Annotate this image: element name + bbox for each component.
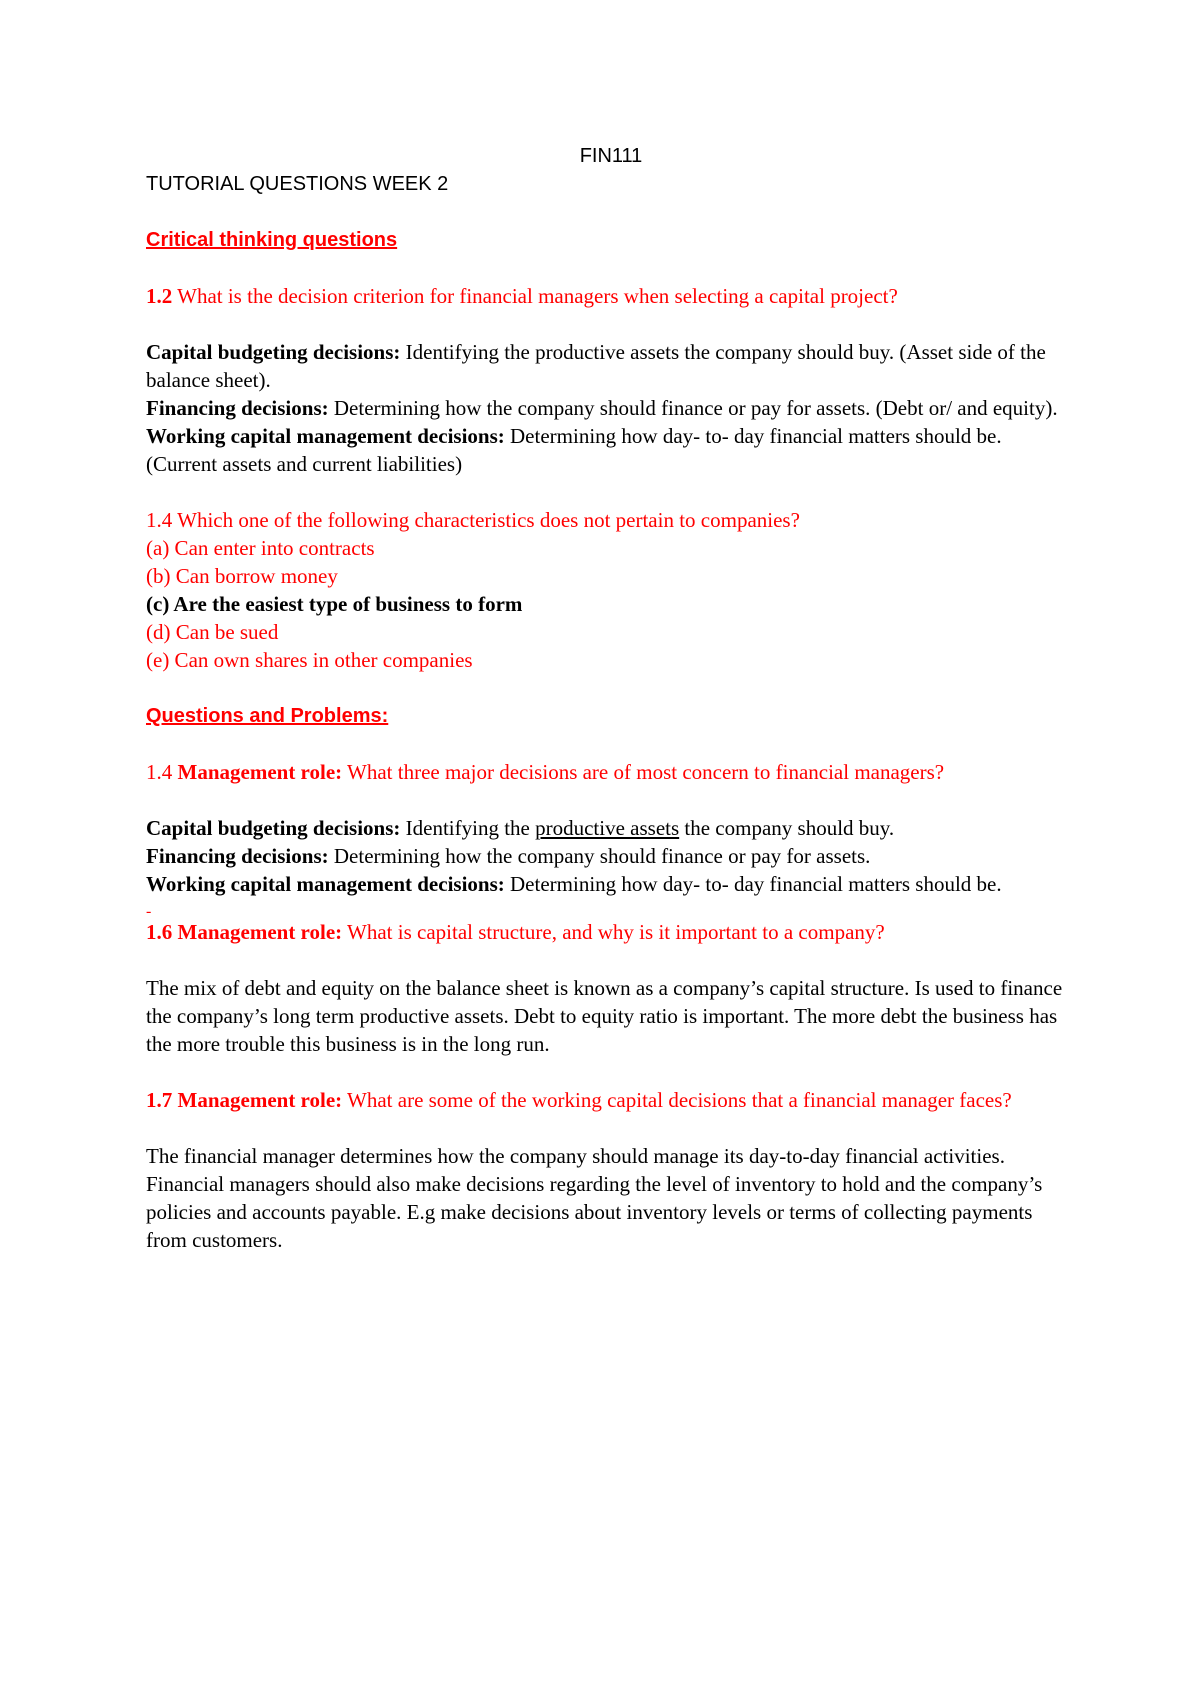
- spacer: [146, 946, 1076, 974]
- document-content: [146, 142, 1076, 1254]
- spacer: [146, 254, 1076, 282]
- answer-text: Determining how day- to- day financial matters should be.: [504, 872, 1002, 896]
- spacer: [146, 786, 1076, 814]
- answer-label: Working capital management decisions:: [146, 872, 505, 896]
- answer-label: Capital budgeting decisions:: [146, 816, 401, 840]
- question-label: Management role:: [177, 920, 343, 944]
- spacer: [146, 198, 1076, 226]
- answer-capital-budgeting-2: [146, 814, 1076, 842]
- answer-capital-structure: The mix of debt and equity on the balance sheet is known as a company’s capital structure. Is used to finance the company’s long term productive assets. Debt to equity ratio is important. The more debt the business has the more trouble this business is in the long run.: [146, 976, 1063, 1056]
- dash-mark: -: [146, 903, 152, 920]
- question-text: What three major decisions are of most concern to financial managers?: [342, 760, 945, 784]
- answer-label: Financing decisions:: [146, 396, 329, 420]
- answer-financing: [146, 394, 1076, 422]
- question-1-7: [146, 1086, 1076, 1114]
- question-text: What is capital structure, and why is it important to a company?: [342, 920, 885, 944]
- option-e: (e) Can own shares in other companies: [146, 648, 473, 672]
- underlined-term: productive assets: [535, 816, 680, 840]
- question-label: Management role:: [177, 1088, 343, 1112]
- option-c-answer: (c) Are the easiest type of business to form: [146, 592, 523, 616]
- question-1-4-management: [146, 758, 1076, 786]
- spacer: [146, 1058, 1076, 1086]
- question-number: 1.4: [146, 760, 178, 784]
- question-text: What are some of the working capital decisions that a financial manager faces?: [342, 1088, 1012, 1112]
- answer-text: the company should buy.: [679, 816, 895, 840]
- spacer: [146, 674, 1076, 702]
- answer-financing-2: [146, 842, 1076, 870]
- question-1-2: [146, 282, 1076, 310]
- answer-capital-budgeting: [146, 338, 1076, 394]
- spacer: [146, 478, 1076, 506]
- answer-text: Determining how the company should finance or pay for assets.: [328, 844, 871, 868]
- option-d: (d) Can be sued: [146, 620, 279, 644]
- option-a: (a) Can enter into contracts: [146, 536, 375, 560]
- spacer: [146, 730, 1076, 758]
- question-number: 1.2: [146, 284, 173, 308]
- answer-label: Working capital management decisions:: [146, 424, 505, 448]
- spacer: [146, 310, 1076, 338]
- answer-working-capital: [146, 422, 1076, 478]
- answer-text: Identifying the productive assets the company should buy. (Asset side of the balance sheet).: [146, 340, 1046, 392]
- answer-text: Determining how day- to- day financial matters should be. (Current assets and current liabilities): [146, 424, 1002, 476]
- course-code: FIN111: [579, 145, 643, 167]
- section-heading-questions-problems: Questions and Problems:: [146, 705, 389, 727]
- question-1-4-characteristics: 1.4 Which one of the following characteristics does not pertain to companies?: [146, 508, 800, 532]
- question-text: What is the decision criterion for financial managers when selecting a capital project?: [172, 284, 898, 308]
- answer-working-capital-2: [146, 870, 1076, 898]
- question-number: 1.6: [146, 920, 178, 944]
- question-label: Management role:: [177, 760, 343, 784]
- document-subtitle: TUTORIAL QUESTIONS WEEK 2: [146, 173, 449, 195]
- option-b: (b) Can borrow money: [146, 564, 338, 588]
- answer-working-capital-decisions: The financial manager determines how the company should manage its day-to-day financial activities. Financial managers should also make decisions regarding the level of inventory to hold and the company’s policies and accounts payable. E.g make decisions about inventory levels or terms of collecting payments from customers.: [146, 1144, 1043, 1252]
- question-number: 1.7: [146, 1088, 178, 1112]
- answer-label: Financing decisions:: [146, 844, 329, 868]
- question-1-6: [146, 918, 1076, 946]
- answer-text: Identifying the: [400, 816, 536, 840]
- spacer: [146, 898, 1076, 918]
- answer-label: Capital budgeting decisions:: [146, 340, 401, 364]
- spacer: [146, 1114, 1076, 1142]
- section-heading-critical-thinking: Critical thinking questions: [146, 229, 398, 251]
- answer-text: Determining how the company should finance or pay for assets. (Debt or/ and equity).: [328, 396, 1058, 420]
